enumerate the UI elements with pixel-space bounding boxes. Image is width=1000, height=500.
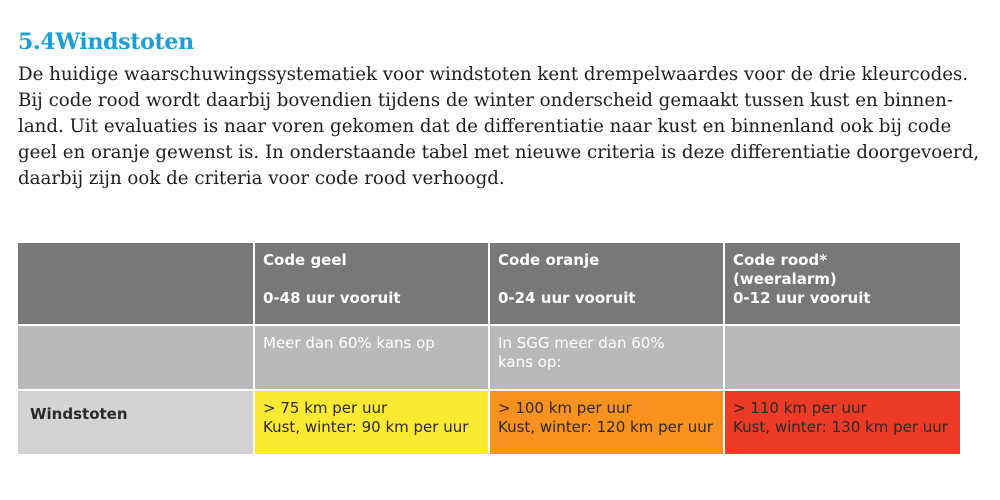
warning-criteria-table: [18, 243, 960, 454]
criteria-threshold: > 110 km per uur: [733, 399, 867, 417]
criteria-cell-oranje: [490, 391, 723, 454]
criteria-coast-winter: Kust, winter: 90 km per uur: [263, 418, 469, 436]
row-label-windstoten: Windstoten: [18, 391, 253, 454]
header-title: Code oranje: [498, 251, 600, 269]
section-heading: 5.4Windstoten: [18, 29, 194, 55]
criteria-coast-winter: Kust, winter: 120 km per uur: [498, 418, 713, 436]
subheader-empty-cell: [18, 326, 253, 389]
header-subtitle: [263, 270, 480, 289]
subheader-rood: [725, 326, 960, 389]
header-code-rood: [725, 243, 960, 324]
paragraph-line: land. Uit evaluaties is naar voren gekomen dat de differentiatie naar kust en binnenland ook bij code: [18, 116, 952, 137]
header-horizon: 0-24 uur vooruit: [498, 289, 636, 307]
paragraph-line: daarbij zijn ook de criteria voor code rood verhoogd.: [18, 168, 505, 189]
header-code-oranje: [490, 243, 723, 324]
header-subtitle: [498, 270, 715, 289]
criteria-threshold: > 75 km per uur: [263, 399, 388, 417]
paragraph-line: Bij code rood wordt daarbij bovendien tijdens de winter onderscheid gemaakt tussen kust en binnen-: [18, 90, 954, 111]
intro-paragraph: [18, 62, 988, 192]
paragraph-line: geel en oranje gewenst is. In onderstaande tabel met nieuwe criteria is deze differentiatie doorgevoerd,: [18, 142, 980, 163]
header-horizon: 0-48 uur vooruit: [263, 289, 401, 307]
header-horizon: 0-12 uur vooruit: [733, 289, 871, 307]
header-title: Code rood*: [733, 251, 828, 269]
subheader-text: kans op:: [498, 353, 562, 371]
criteria-cell-rood: [725, 391, 960, 454]
criteria-threshold: > 100 km per uur: [498, 399, 632, 417]
header-empty-cell: [18, 243, 253, 324]
header-title: Code geel: [263, 251, 347, 269]
criteria-coast-winter: Kust, winter: 130 km per uur: [733, 418, 948, 436]
criteria-cell-geel: [255, 391, 488, 454]
subheader-text: Meer dan 60% kans op: [263, 334, 435, 352]
header-subtitle: (weeralarm): [733, 270, 837, 288]
subheader-geel: [255, 326, 488, 389]
header-code-geel: [255, 243, 488, 324]
subheader-oranje: [490, 326, 723, 389]
paragraph-line: De huidige waarschuwingssystematiek voor windstoten kent drempelwaardes voor de drie kleurcodes.: [18, 64, 969, 85]
subheader-text: In SGG meer dan 60%: [498, 334, 665, 352]
